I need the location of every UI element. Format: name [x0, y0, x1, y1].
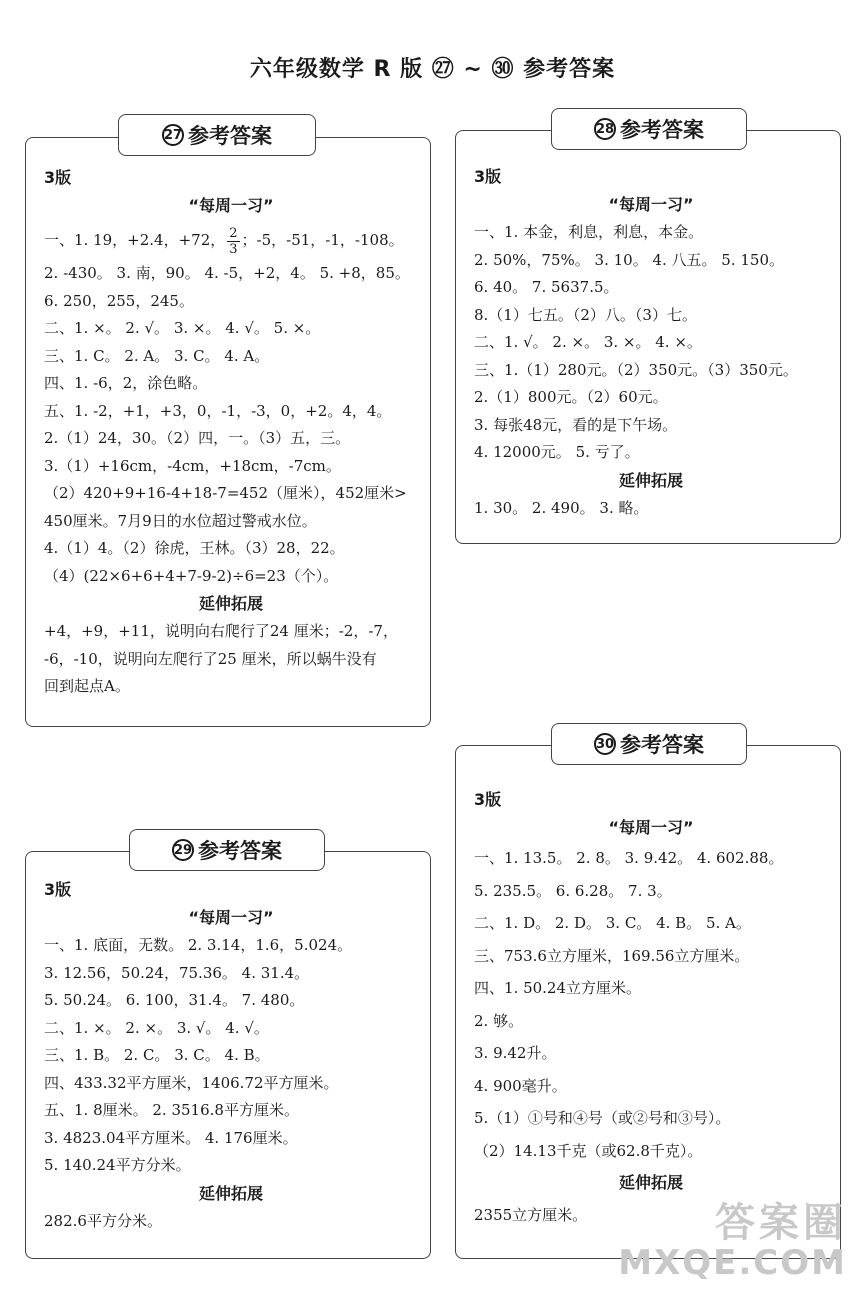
- answer-panel-29: [25, 851, 431, 1259]
- fraction: [227, 226, 239, 257]
- answer-line: 2. 够。: [474, 1011, 524, 1030]
- answer-line-fraction: [44, 220, 418, 260]
- answer-line: 4.（1）4。（2）徐虎，王林。（3）28，22。: [44, 539, 345, 557]
- panel-tab-27: [118, 114, 316, 156]
- panel-tab-29: [129, 829, 325, 871]
- edition-label: 3版: [44, 880, 72, 899]
- answer-line: 三、1.（1）280元。（2）350元。（3）350元。: [474, 360, 798, 379]
- section-heading-weekly: “每周一习”: [608, 195, 694, 214]
- answer-line: 3. 12.56，50.24，75.36。 4. 31.4。: [44, 963, 310, 982]
- answer-line: 2355立方厘米。: [474, 1206, 588, 1224]
- answer-panel-30: [455, 745, 841, 1259]
- answer-line: 四、433.32平方厘米，1406.72平方厘米。: [44, 1073, 339, 1092]
- circled-number-icon: 30: [594, 733, 616, 755]
- site-watermark: [618, 1201, 847, 1282]
- answer-line: 2.（1）24，30。（2）四，一。（3）五，三。: [44, 429, 351, 447]
- answer-line: 一、1. 底面，无数。 2. 3.14，1.6，5.024。: [44, 936, 353, 954]
- answer-line: 1. 30。 2. 490。 3. 略。: [474, 498, 649, 517]
- answer-line: 3. 4823.04平方厘米。 4. 176厘米。: [44, 1128, 298, 1147]
- answer-line: 4. 12000元。 5. 亏了。: [474, 443, 640, 461]
- panel-tab-30: [551, 723, 747, 765]
- answer-panel-27: [25, 137, 431, 727]
- answer-line: 四、1. -6，2，涂色略。: [44, 374, 208, 392]
- answer-line: 五、1. 8厘米。 2. 3516.8平方厘米。: [44, 1101, 299, 1119]
- answer-line: 三、1. C。 2. A。 3. C。 4. A。: [44, 346, 270, 365]
- answer-line: 五、1. -2，+1，+3，0，-1，-3，0，+2。4，4。: [44, 401, 392, 420]
- answer-line: +4，+9，+11，说明向右爬行了24 厘米；-2，-7，: [44, 622, 398, 640]
- answer-line: 二、1. D。 2. D。 3. C。 4. B。 5. A。: [474, 914, 751, 932]
- answer-line: 3.（1）+16cm，-4cm，+18cm，-7cm。: [44, 456, 341, 475]
- edition-label: 3版: [474, 167, 502, 186]
- answer-line: 四、1. 50.24立方厘米。: [474, 979, 642, 997]
- section-heading-extension: 延伸拓展: [618, 470, 683, 490]
- answer-line: 450厘米。7月9日的水位超过警戒水位。: [44, 511, 317, 530]
- answer-line: 二、1. ×。 2. ×。 3. √。 4. √。: [44, 1018, 269, 1037]
- answer-line: 2. -430。 3. 南，90。 4. -5，+2，4。 5. +8，85。: [44, 264, 410, 282]
- answer-line: （4）(22×6+6+4+7-9-2)÷6=23（个）。: [44, 566, 339, 585]
- panel-tab-28: [551, 108, 747, 150]
- circled-number-icon: 28: [594, 118, 616, 140]
- answer-line: 5. 140.24平方分米。: [44, 1156, 191, 1174]
- watermark-url: MXQE.COM: [618, 1242, 847, 1283]
- answer-line: 4. 900毫升。: [474, 1076, 567, 1095]
- answer-line: 三、753.6立方厘米，169.56立方厘米。: [474, 946, 750, 965]
- panel-tab-label: 参考答案: [620, 118, 704, 142]
- panel-tab-label: 参考答案: [198, 839, 282, 863]
- section-heading-weekly: “每周一习”: [188, 196, 274, 215]
- answer-line: 8.（1）七五。（2）八。（3）七。: [474, 305, 697, 324]
- section-heading-extension: 延伸拓展: [618, 1173, 683, 1192]
- answer-line: 回到起点A。: [44, 677, 130, 695]
- answer-line: 三、1. B。 2. C。 3. C。 4. B。: [44, 1046, 270, 1064]
- answer-line: 6. 250，255，245。: [44, 291, 194, 310]
- answer-line: 5.（1）①号和④号（或②号和③号）。: [474, 1109, 731, 1127]
- answer-line: 一、1. 本金，利息，利息，本金。: [474, 223, 704, 241]
- section-heading-weekly: “每周一习”: [608, 818, 694, 837]
- section-heading-weekly: “每周一习”: [188, 908, 274, 927]
- answer-line: 二、1. √。 2. ×。 3. ×。 4. ×。: [474, 333, 702, 351]
- watermark-line: 答案圈: [715, 1199, 847, 1246]
- answer-text: ；-5，-51，-1，-108。: [241, 231, 404, 249]
- edition-label: 3版: [474, 790, 502, 809]
- answer-line: 3. 9.42升。: [474, 1044, 557, 1062]
- answer-line: 2.（1）800元。（2）60元。: [474, 388, 668, 406]
- edition-label: 3版: [44, 168, 72, 187]
- answer-line: （2）14.13千克（或62.8千克）。: [474, 1141, 703, 1160]
- fraction-numerator: 2: [229, 225, 238, 241]
- fraction-denominator: 3: [229, 241, 238, 257]
- answer-line: （2）420+9+16-4+18-7=452（厘米），452厘米>: [44, 484, 407, 502]
- panel-tab-label: 参考答案: [188, 124, 272, 148]
- circled-number-icon: 27: [162, 124, 184, 146]
- section-heading-extension: 延伸拓展: [198, 1183, 263, 1203]
- page-title: 六年级数学 R 版 ㉗ ~ ㉚ 参考答案: [249, 57, 616, 82]
- answer-line: 一、1. 13.5。 2. 8。 3. 9.42。 4. 602.88。: [474, 849, 784, 867]
- answer-line: 5. 50.24。 6. 100，31.4。 7. 480。: [44, 991, 305, 1009]
- answer-line: -6，-10，说明向左爬行了25 厘米，所以蜗牛没有: [44, 649, 377, 668]
- answer-line: 2. 50%，75%。 3. 10。 4. 八五。 5. 150。: [474, 250, 785, 269]
- section-heading-extension: 延伸拓展: [198, 594, 263, 613]
- answer-line: 二、1. ×。 2. √。 3. ×。 4. √。 5. ×。: [44, 319, 321, 337]
- answer-line: 6. 40。 7. 5637.5。: [474, 278, 619, 296]
- circled-number-icon: 29: [172, 839, 194, 861]
- answer-line: 3. 每张48元，看的是下午场。: [474, 415, 678, 434]
- answer-line: 282.6平方分米。: [44, 1211, 162, 1230]
- answer-text: 一、1. 19，+2.4，+72，: [44, 231, 226, 249]
- answer-line: 5. 235.5。 6. 6.28。 7. 3。: [474, 881, 672, 900]
- answer-panel-28: [455, 130, 841, 544]
- panel-tab-label: 参考答案: [620, 733, 704, 757]
